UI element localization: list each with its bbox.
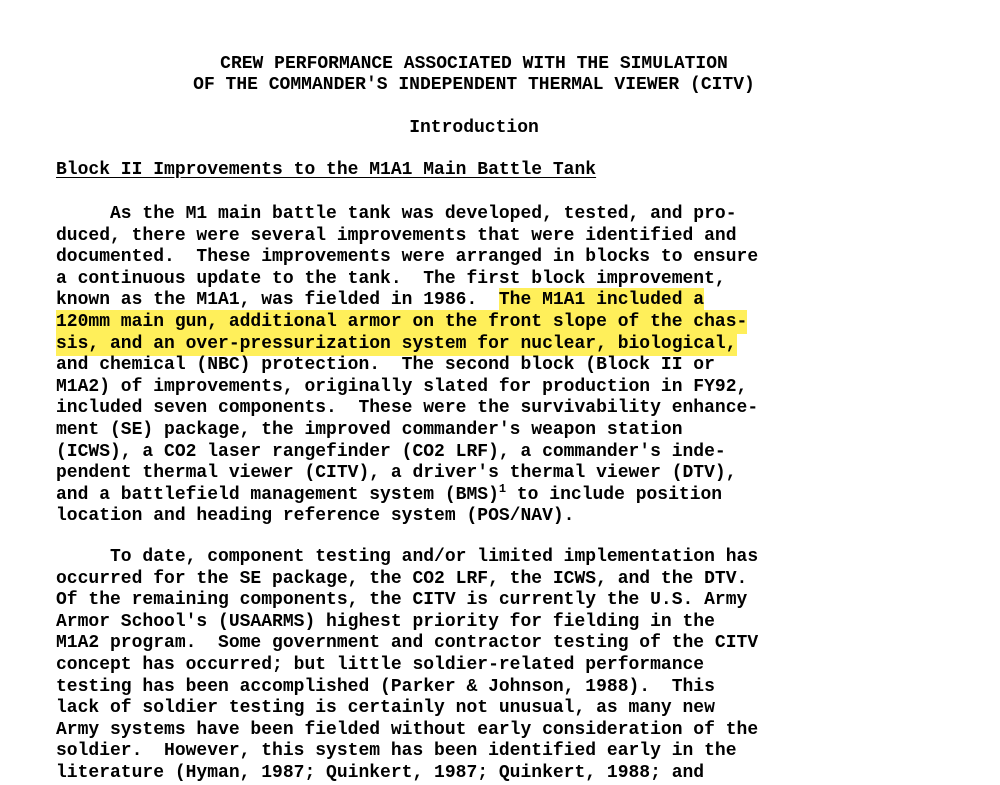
paragraph-line xyxy=(56,290,916,312)
paragraph-line: included seven components. These were the survivability enhance- xyxy=(56,398,759,419)
paragraph-line: a continuous update to the tank. The first block improvement, xyxy=(56,268,726,289)
paragraph-line: ment (SE) package, the improved commander's weapon station xyxy=(56,419,683,440)
paragraph-line: As the M1 main battle tank was developed, tested, and pro- xyxy=(56,204,737,224)
highlighted-text: sis, and an over-pressurization system for nuclear, biological, xyxy=(56,333,737,354)
footnote-marker: 1 xyxy=(498,481,507,496)
section-heading: Introduction xyxy=(409,118,539,138)
paragraph-line: location and heading reference system (POS/NAV). xyxy=(56,506,575,527)
paragraph-line: lack of soldier testing is certainly not unusual, as many new xyxy=(56,698,715,719)
paragraph-line: Army systems have been fielded without early consideration of the xyxy=(56,719,759,740)
paragraph-2 xyxy=(56,547,916,785)
paragraph-line: M1A2 program. Some government and contractor testing of the CITV xyxy=(56,633,759,654)
highlighted-text: 120mm main gun, additional armor on the front slope of the chas- xyxy=(56,311,748,332)
paragraph-line: and chemical (NBC) protection. The second block (Block II or xyxy=(56,355,715,376)
text-segment: known as the M1A1, was fielded in 1986. xyxy=(56,290,499,311)
paragraph-line xyxy=(56,312,916,334)
paragraph-line: soldier. However, this system has been identified early in the xyxy=(56,741,737,762)
paragraph-line: Of the remaining components, the CITV is currently the U.S. Army xyxy=(56,590,748,611)
paragraph-line: pendent thermal viewer (CITV), a driver's thermal viewer (DTV), xyxy=(56,463,737,484)
paragraph-line: literature (Hyman, 1987; Quinkert, 1987; Quinkert, 1988; and xyxy=(56,762,705,783)
subsection-heading: Block II Improvements to the M1A1 Main Battle Tank xyxy=(56,160,597,180)
paragraph-line xyxy=(56,481,916,507)
text-segment: to include position xyxy=(506,484,723,505)
paragraph-line: M1A2) of improvements, originally slated for production in FY92, xyxy=(56,376,748,397)
paragraph-line xyxy=(56,334,916,356)
document-title-line-2: OF THE COMMANDER'S INDEPENDENT THERMAL VIEWER (CITV) xyxy=(193,75,755,95)
paragraph-line: (ICWS), a CO2 laser rangefinder (CO2 LRF), a commander's inde- xyxy=(56,441,726,462)
paragraph-1 xyxy=(56,204,916,528)
paragraph-line: testing has been accomplished (Parker & Johnson, 1988). This xyxy=(56,676,715,697)
paragraph-line: Armor School's (USAARMS) highest priority for fielding in the xyxy=(56,611,715,632)
paragraph-line: occurred for the SE package, the CO2 LRF, the ICWS, and the DTV. xyxy=(56,568,748,589)
paragraph-line: To date, component testing and/or limited implementation has xyxy=(56,547,759,567)
paragraph-line: duced, there were several improvements that were identified and xyxy=(56,225,737,246)
document-title-line-1: CREW PERFORMANCE ASSOCIATED WITH THE SIMULATION xyxy=(220,54,728,74)
paragraph-line: documented. These improvements were arranged in blocks to ensure xyxy=(56,247,759,268)
highlighted-text: The M1A1 included a xyxy=(498,290,705,311)
text-segment: and a battlefield management system (BMS) xyxy=(56,484,499,505)
paragraph-line: concept has occurred; but little soldier-related performance xyxy=(56,654,705,675)
